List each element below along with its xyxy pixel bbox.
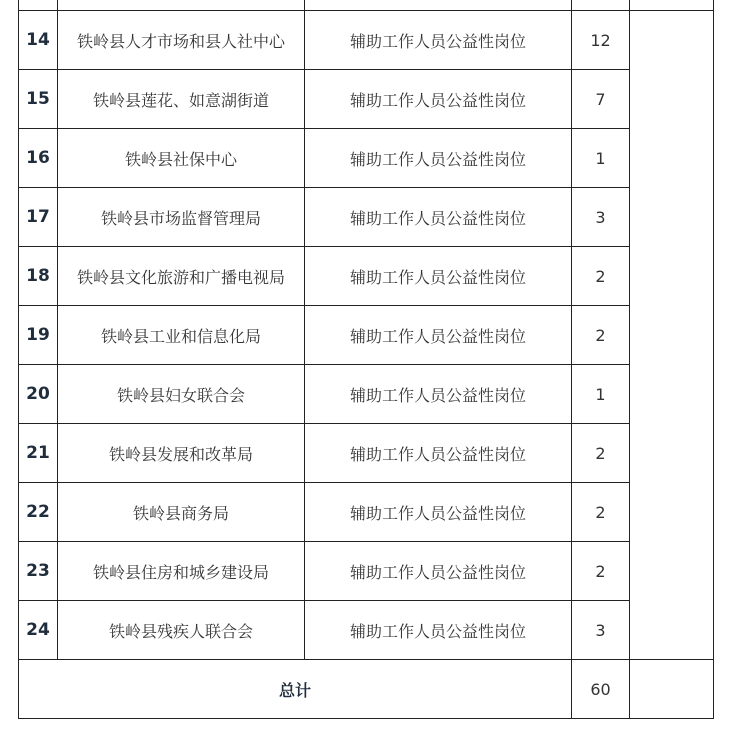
row-number: 16: [19, 129, 58, 188]
positions-table: [18, 0, 714, 719]
unit-name: 铁岭县妇女联合会: [58, 365, 305, 424]
unit-name: 铁岭县文化旅游和广播电视局: [58, 247, 305, 306]
table-row: [19, 542, 714, 601]
unit-name: 铁岭县残疾人联合会: [58, 601, 305, 660]
post-count: 1: [572, 365, 630, 424]
post-type: 辅助工作人员公益性岗位: [305, 601, 572, 660]
row-number: 19: [19, 306, 58, 365]
row-number: 17: [19, 188, 58, 247]
row-number: 20: [19, 365, 58, 424]
table-cell: [630, 0, 714, 11]
post-count: 2: [572, 424, 630, 483]
row-number: 14: [19, 11, 58, 70]
post-count: 7: [572, 70, 630, 129]
post-type: 辅助工作人员公益性岗位: [305, 188, 572, 247]
row-number: 21: [19, 424, 58, 483]
unit-name: 铁岭县市场监督管理局: [58, 188, 305, 247]
row-number: 18: [19, 247, 58, 306]
table-row: [19, 129, 714, 188]
table-cell: [19, 0, 58, 11]
post-type: 辅助工作人员公益性岗位: [305, 129, 572, 188]
post-count: 3: [572, 188, 630, 247]
table-row: [19, 188, 714, 247]
table-row: [19, 70, 714, 129]
total-row: [19, 660, 714, 719]
table-row: [19, 306, 714, 365]
table-cell: [305, 0, 572, 11]
row-number: 15: [19, 70, 58, 129]
unit-name: 铁岭县工业和信息化局: [58, 306, 305, 365]
post-type: 辅助工作人员公益性岗位: [305, 365, 572, 424]
post-type: 辅助工作人员公益性岗位: [305, 247, 572, 306]
table-cell: [58, 0, 305, 11]
table-row: [19, 424, 714, 483]
total-notes-cell: [630, 660, 714, 719]
post-count: 2: [572, 483, 630, 542]
post-type: 辅助工作人员公益性岗位: [305, 11, 572, 70]
total-count: 60: [572, 660, 630, 719]
table-row: [19, 11, 714, 70]
post-type: 辅助工作人员公益性岗位: [305, 306, 572, 365]
unit-name: 铁岭县莲花、如意湖街道: [58, 70, 305, 129]
post-type: 辅助工作人员公益性岗位: [305, 424, 572, 483]
table-row: [19, 365, 714, 424]
table-row: [19, 601, 714, 660]
table-row: [19, 247, 714, 306]
table-row: [19, 483, 714, 542]
post-count: 2: [572, 542, 630, 601]
notes-cell: [630, 11, 714, 660]
table-row: [19, 0, 714, 11]
post-count: 2: [572, 247, 630, 306]
unit-name: 铁岭县发展和改革局: [58, 424, 305, 483]
row-number: 24: [19, 601, 58, 660]
table-cell: [572, 0, 630, 11]
post-count: 1: [572, 129, 630, 188]
post-count: 3: [572, 601, 630, 660]
unit-name: 铁岭县人才市场和县人社中心: [58, 11, 305, 70]
unit-name: 铁岭县商务局: [58, 483, 305, 542]
row-number: 22: [19, 483, 58, 542]
unit-name: 铁岭县住房和城乡建设局: [58, 542, 305, 601]
table-body: [19, 0, 714, 719]
post-type: 辅助工作人员公益性岗位: [305, 70, 572, 129]
unit-name: 铁岭县社保中心: [58, 129, 305, 188]
post-type: 辅助工作人员公益性岗位: [305, 542, 572, 601]
post-count: 12: [572, 11, 630, 70]
row-number: 23: [19, 542, 58, 601]
total-label: 总计: [19, 660, 572, 719]
post-count: 2: [572, 306, 630, 365]
post-type: 辅助工作人员公益性岗位: [305, 483, 572, 542]
